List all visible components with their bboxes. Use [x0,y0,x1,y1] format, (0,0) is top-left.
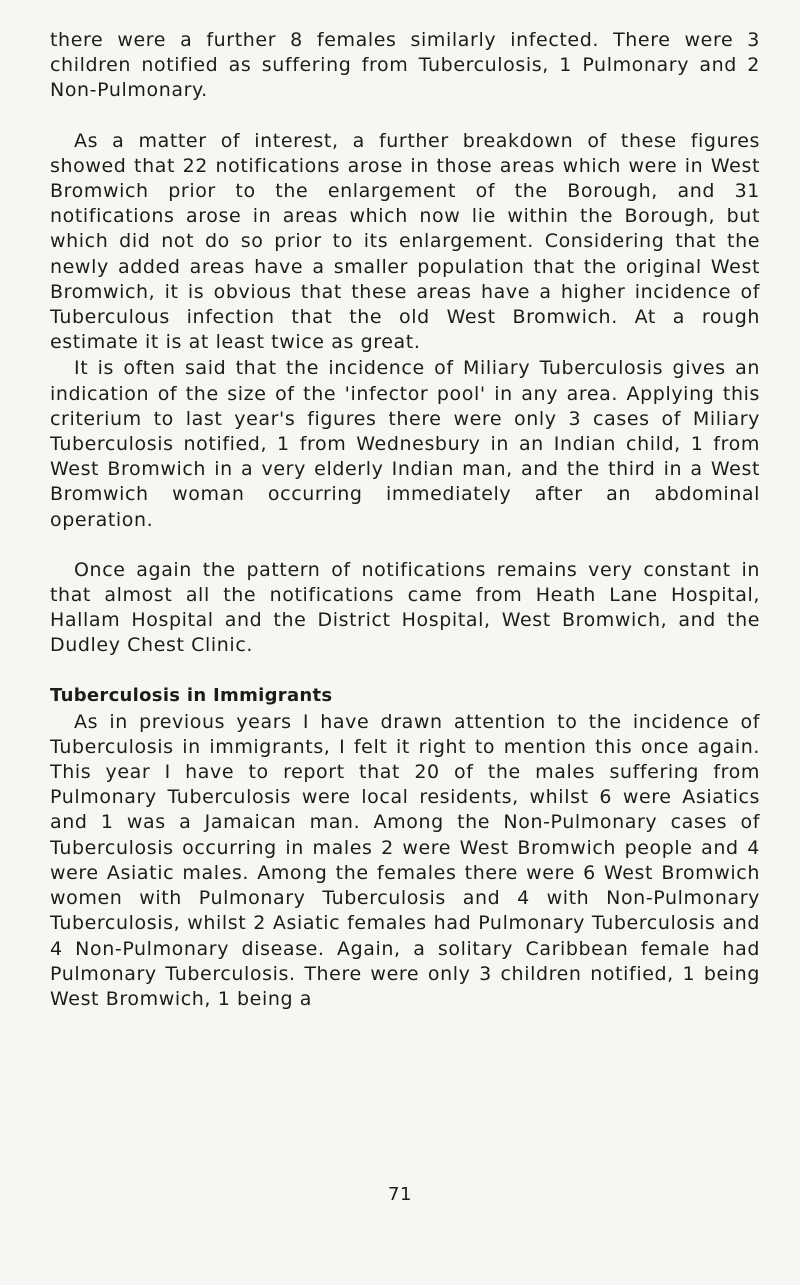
paragraph-immigrants: As in previous years I have drawn attention to the incidence of Tuberculosis in immigrants, I felt it right to mention this once again. This year I have to report that 20 of the males suffering from Pulmonary Tuberculosis were local residents, whilst 6 were Asiatics and 1 was a Jamaican man. Among the Non-Pulmonary cases of Tuberculosis occurring in males 2 were West Bromwich people and 4 were Asiatic males. Among the females there were 6 West Bromwich women with Pulmonary Tuberculosis and 4 with Non-Pulmonary Tuberculosis, whilst 2 Asiatic females had Pulmonary Tuberculosis and 4 Non-Pulmonary disease. Again, a solitary Caribbean female had Pulmonary Tuberculosis. There were only 3 children notified, 1 being West Bromwich, 1 being a [50,710,760,1010]
paragraph-continued: there were a further 8 females similarly infected. There were 3 children notified as suffering from Tuberculosis, 1 Pulmonary and 2 Non-Pulmonary. [50,29,760,102]
paragraph-breakdown: As a matter of interest, a further breakdown of these figures showed that 22 notifications arose in those areas which were in West Bromwich prior to the enlargement of the Borough, and 31 notifications arose in areas which now lie within the Borough, but which did not do so prior to its enlargement. Considering that the newly added areas have a smaller population that the original West Bromwich, it is obvious that these areas have a higher incidence of Tuberculous infection that the old West Bromwich. At a rough estimate it is at least twice as great. [50,129,760,354]
document-page [50,28,760,1012]
paragraph-notification-pattern: Once again the pattern of notifications remains very constant in that almost all the notifications came from Heath Lane Hospital, Hallam Hospital and the District Hospital, West Bromwich, and the Dudley Chest Clinic. [50,558,760,657]
paragraph-miliary: It is often said that the incidence of Miliary Tuberculosis gives an indication of the size of the 'infector pool' in any area. Applying this criterium to last year's figures there were only 3 cases of Miliary Tuberculosis notified, 1 from Wednesbury in an Indian child, 1 from West Bromwich in a very elderly Indian man, and the third in a West Bromwich woman occurring immediately after an abdominal operation. [50,357,760,531]
section-heading: Tuberculosis in Immigrants [50,684,333,706]
page-number: 71 [388,1184,412,1205]
